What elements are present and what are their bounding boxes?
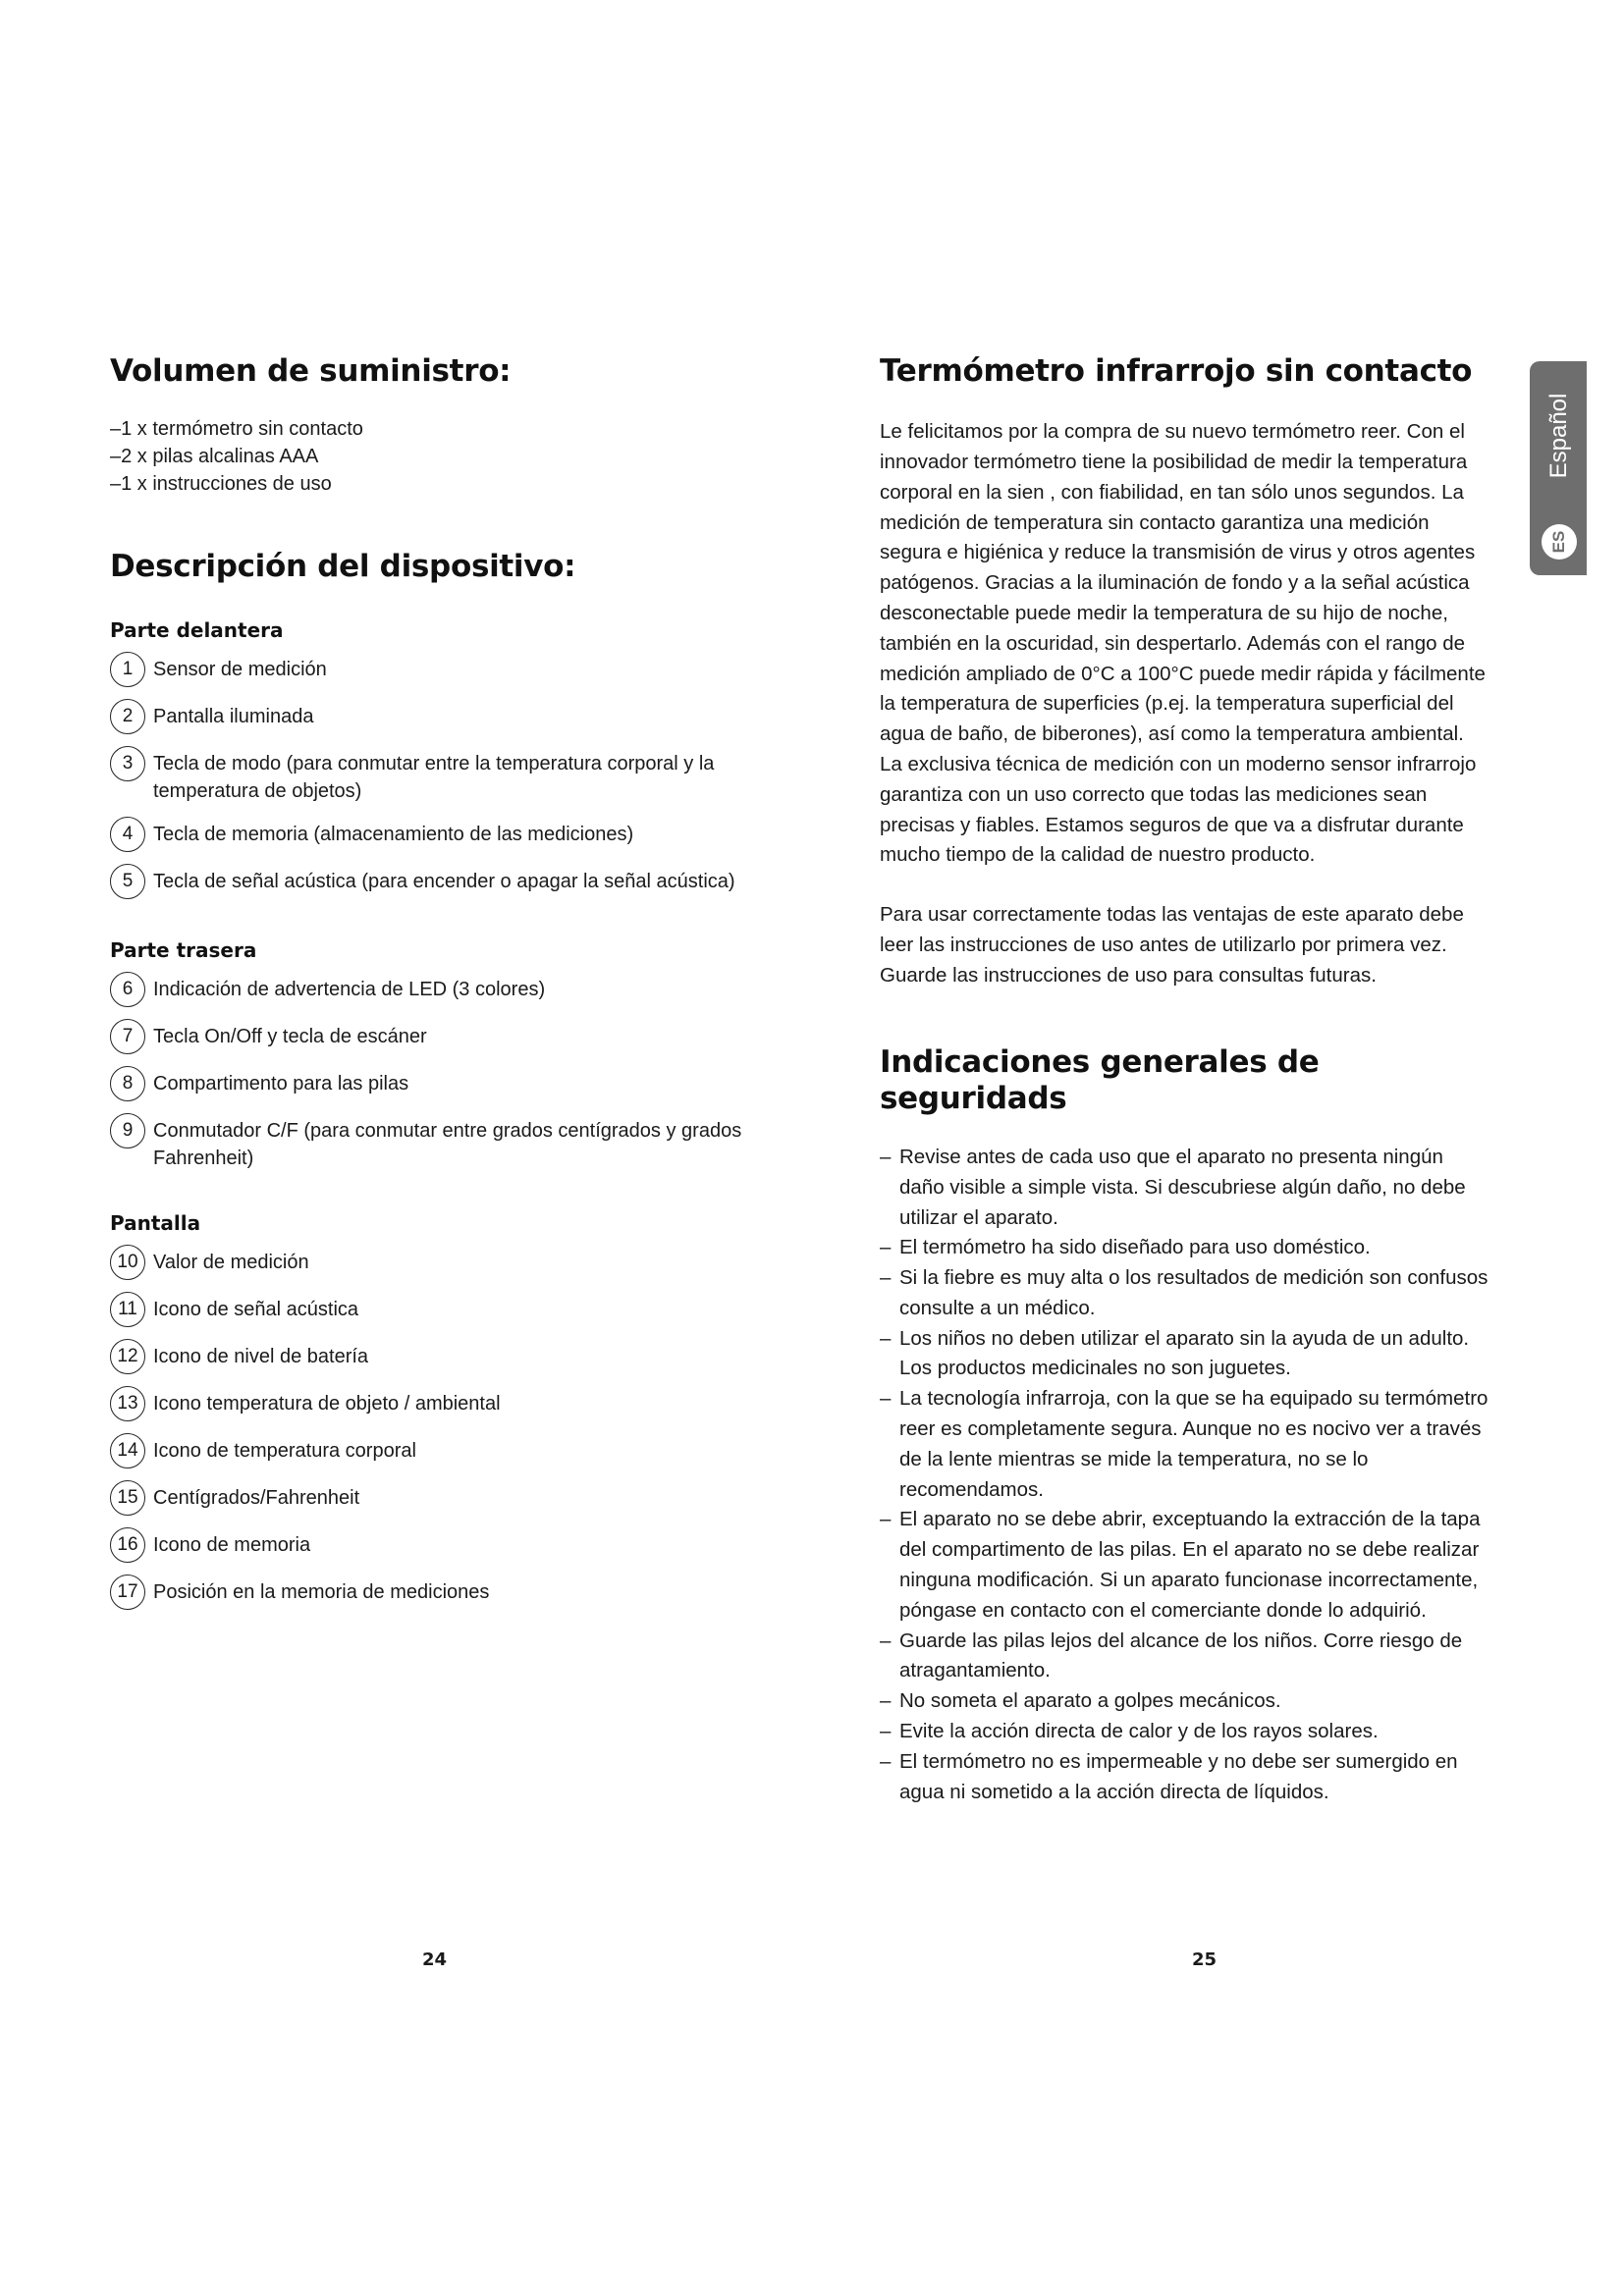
display-section-title: Pantalla [110,1211,201,1236]
part-item [110,1249,797,1280]
part-label: Tecla On/Off y tecla de escáner [153,1026,427,1048]
part-item [110,750,797,805]
part-label: Icono de memoria [153,1534,311,1557]
number-badge: 2 [110,699,145,734]
number-badge: 8 [110,1066,145,1101]
number-badge: 16 [110,1527,145,1563]
intro-paragraph: Le felicitamos por la compra de su nuevo termómetro reer. Con el innovador termómetro tiene la posibilidad de medir la temperatura corporal en la sien , con fiabilidad, en tan sólo unos segundos. La medición de temperatura sin contacto garantiza una medición segura e higiénica y reduce la transmisión de virus y otros agentes patógenos. Gracias a la iluminación de fondo y a la señal acústica desconectable puede medir la temperatura de su hijo de noche, también en la oscuridad, sin despertarlo. Además con el rango de medición ampliado de 0°C a 100°C puede medir rápida y fácilmente la temperatura de superficies (p.ej. la temperatura superficial del agua de baño, de biberones), así como la temperatura ambiental. La exclusiva técnica de medición con un moderno sensor infrarrojo garantiza con un uso correcto que todas las mediciones sean precisas y fiables. Estamos seguros de que va a disfrutar durante mucho tiempo de la calidad de nuestro producto. [880,420,1486,867]
part-item [110,1484,797,1516]
device-description-title: Descripción del dispositivo: [110,549,576,585]
language-tab-label: Español [1545,393,1572,479]
right-page-column [880,353,1489,1807]
safety-item: – Guarde las pilas lejos del alcance de los niños. Corre riesgo de atragantamiento. [880,1627,1489,1687]
part-item [110,1343,797,1374]
safety-item: – Revise antes de cada uso que el aparato no presenta ningún daño visible a simple vista. Si descubriese algún daño, no debe utilizar el aparato. [880,1143,1489,1233]
supply-title: Volumen de suministro: [110,353,512,389]
number-badge: 3 [110,746,145,781]
safety-item: – El termómetro ha sido diseñado para uso doméstico. [880,1233,1489,1263]
number-badge: 11 [110,1292,145,1327]
back-parts-list [110,976,797,1172]
part-label: Tecla de modo (para conmutar entre la temperatura corporal y la temperatura de objetos) [153,753,715,803]
part-label: Indicación de advertencia de LED (3 colores) [153,979,546,1001]
number-badge: 12 [110,1339,145,1374]
part-item [110,1531,797,1563]
back-section-title: Parte trasera [110,938,257,963]
part-item [110,1578,797,1610]
instructions-paragraph: Para usar correctamente todas las ventajas de este aparato debe leer las instrucciones de uso antes de utilizarlo por primera vez. Guarde las instrucciones de uso para consultas futuras. [880,903,1464,987]
part-item [110,976,797,1007]
page-number-left: 24 [422,1949,448,1970]
part-item [110,1296,797,1327]
supply-item: – 1 x instrucciones de uso [110,470,797,498]
safety-item: – La tecnología infrarroja, con la que se ha equipado su termómetro reer es completamente segura. Aunque no es nocivo ver a través de la lente mientras se mide la temperatura, no se lo recomendamos. [880,1384,1489,1505]
part-label: Posición en la memoria de mediciones [153,1581,490,1604]
number-badge: 1 [110,652,145,687]
language-tab [1530,361,1587,575]
number-badge: 6 [110,972,145,1007]
left-page-column [110,353,797,1626]
supply-item: – 1 x termómetro sin contacto [110,415,797,443]
part-label: Tecla de memoria (almacenamiento de las mediciones) [153,824,634,846]
part-item [110,656,797,687]
safety-item: – Si la fiebre es muy alta o los resultados de medición son confusos consulte a un médico. [880,1263,1489,1324]
part-label: Icono de temperatura corporal [153,1440,416,1463]
supply-item: – 2 x pilas alcalinas AAA [110,443,797,470]
part-item [110,821,797,852]
page-number-right: 25 [1192,1949,1218,1970]
front-section-title: Parte delantera [110,618,284,643]
number-badge: 5 [110,864,145,899]
part-item [110,1117,797,1172]
part-label: Conmutador C/F (para conmutar entre grados centígrados y grados Fahrenheit) [153,1120,742,1170]
part-item [110,1437,797,1468]
part-label: Centígrados/Fahrenheit [153,1487,360,1510]
number-badge: 10 [110,1245,145,1280]
part-label: Tecla de señal acústica (para encender o apagar la señal acústica) [153,871,735,893]
display-parts-list [110,1249,797,1610]
language-code-badge: ES [1542,524,1577,560]
part-label: Icono de señal acústica [153,1299,359,1321]
part-item [110,868,797,899]
intro-title: Termómetro infrarrojo sin contacto [880,353,1473,389]
number-badge: 13 [110,1386,145,1421]
safety-list [880,1143,1489,1808]
part-label: Icono temperatura de objeto / ambiental [153,1393,501,1415]
part-label: Sensor de medición [153,659,327,681]
safety-item: – El termómetro no es impermeable y no debe ser sumergido en agua ni sometido a la acción directa de líquidos. [880,1747,1489,1808]
safety-item: – No someta el aparato a golpes mecánicos. [880,1686,1489,1717]
part-item [110,1023,797,1054]
number-badge: 14 [110,1433,145,1468]
safety-title: Indicaciones generales de seguridads [880,1043,1320,1116]
front-parts-list [110,656,797,899]
part-label: Icono de nivel de batería [153,1346,369,1368]
number-badge: 15 [110,1480,145,1516]
part-label: Pantalla iluminada [153,706,314,728]
safety-item: – Evite la acción directa de calor y de los rayos solares. [880,1717,1489,1747]
supply-list [110,415,797,498]
number-badge: 4 [110,817,145,852]
part-item [110,1070,797,1101]
part-label: Compartimento para las pilas [153,1073,409,1095]
part-label: Valor de medición [153,1252,309,1274]
part-item [110,703,797,734]
safety-item: – El aparato no se debe abrir, exceptuando la extracción de la tapa del compartimento de las pilas. En el aparato no se debe realizar ninguna modificación. Si un aparato funcionase incorrectamente, póngase en contacto con el comerciante donde lo adquirió. [880,1505,1489,1626]
number-badge: 7 [110,1019,145,1054]
part-item [110,1390,797,1421]
safety-item: – Los niños no deben utilizar el aparato sin la ayuda de un adulto. Los productos medicinales no son juguetes. [880,1324,1489,1385]
number-badge: 9 [110,1113,145,1148]
number-badge: 17 [110,1575,145,1610]
